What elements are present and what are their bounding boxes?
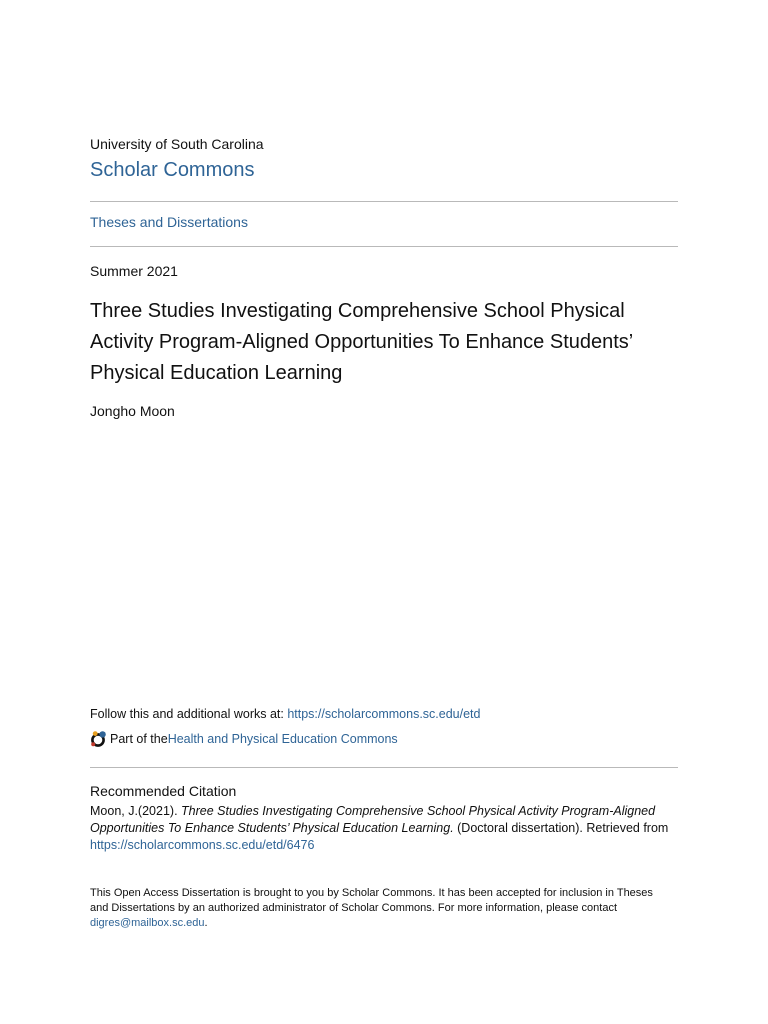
- part-of-line: [90, 730, 398, 748]
- access-statement: [90, 886, 670, 931]
- collection-link[interactable]: Theses and Dissertations: [90, 214, 248, 230]
- access-text: This Open Access Dissertation is brought to you by Scholar Commons. It has been accepted for inclusion in Theses and Dissertations by an authorized administrator of Scholar Commons. For more information, please contact: [90, 887, 653, 914]
- university-name: University of South Carolina: [90, 136, 264, 152]
- author-name: Jongho Moon: [90, 403, 175, 419]
- repository-link[interactable]: Scholar Commons: [90, 159, 255, 181]
- follow-text: Follow this and additional works at:: [90, 707, 288, 721]
- part-of-text: Part of the: [110, 732, 168, 746]
- divider: [90, 246, 678, 247]
- publication-date: Summer 2021: [90, 263, 178, 279]
- citation-title: Three Studies Investigating Comprehensive School Physical Activity Program-Aligned Opportunities To Enhance Students’ Physical Education Learning.: [90, 804, 656, 835]
- citation-body: [90, 803, 680, 854]
- document-title: Three Studies Investigating Comprehensive School Physical Activity Program-Aligned Opportunities To Enhance Students’ Physical Education Learning: [90, 300, 633, 384]
- commons-discipline-link[interactable]: Health and Physical Education Commons: [167, 732, 398, 746]
- access-end: .: [204, 917, 208, 929]
- citation-authors: Moon, J.(2021).: [90, 804, 182, 818]
- citation-heading: Recommended Citation: [90, 783, 237, 799]
- citation-rest: (Doctoral dissertation). Retrieved from: [453, 821, 669, 835]
- follow-line: [90, 706, 480, 722]
- network-commons-icon: [90, 730, 108, 748]
- follow-url-link[interactable]: https://scholarcommons.sc.edu/etd: [287, 707, 481, 721]
- divider: [90, 201, 678, 202]
- citation-url-link[interactable]: https://scholarcommons.sc.edu/etd/6476: [90, 838, 315, 852]
- divider: [90, 767, 678, 768]
- contact-email-link[interactable]: digres@mailbox.sc.edu: [90, 917, 205, 929]
